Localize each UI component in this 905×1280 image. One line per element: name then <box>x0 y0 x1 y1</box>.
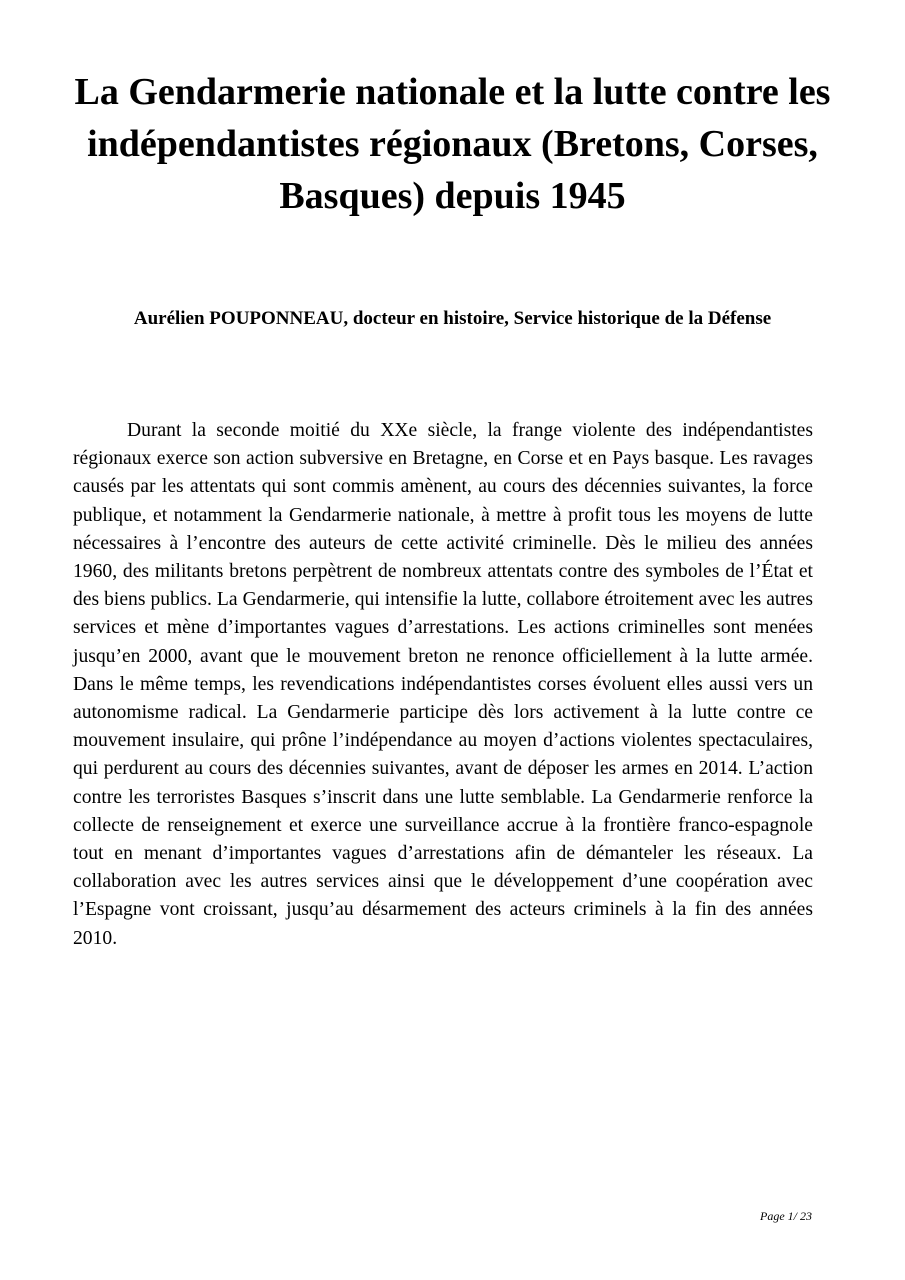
page-number: Page 1/ 23 <box>760 1209 812 1223</box>
abstract-paragraph: Durant la seconde moitié du XXe siècle, la frange violente des indépendantistes régionaux exerce son action subversive en Bretagne, en Corse et en Pays basque. Les ravages causés par les attentats qui sont commis amènent, au cours des décennies suivantes, la force publique, et notamment la Gendarmerie nationale, à mettre à profit tous les moyens de lutte nécessaires à l’encontre des auteurs de cette activité criminelle. Dès le milieu des années 1960, des militants bretons perpètrent de nombreux attentats contre des symboles de l’État et des biens publics. La Gendarmerie, qui intensifie la lutte, collabore étroitement avec les autres services et mène d’importantes vagues d’arrestations. Les actions criminelles sont menées jusqu’en 2000, avant que le mouvement breton ne renonce officiellement à la lutte armée. Dans le même temps, les revendications indépendantistes corses évoluent elles aussi vers un autonomisme radical. La Gendarmerie participe dès lors activement à la lutte contre ce mouvement insulaire, qui prône l’indépendance au moyen d’actions violentes spectaculaires, qui perdurent au cours des décennies suivantes, avant de déposer les armes en 2014. L’action contre les terroristes Basques s’inscrit dans une lutte semblable. La Gendarmerie renforce la collecte de renseignement et exerce une surveillance accrue à la frontière franco-espagnole tout en menant d’importantes vagues d’arrestations afin de démanteler les réseaux. La collaboration avec les autres services ainsi que le développement d’une coopération avec l’Espagne vont croissant, jusqu’au désarmement des acteurs criminels à la fin des années 2010. <box>73 420 813 949</box>
document-title: La Gendarmerie nationale et la lutte contre les indépendantistes régionaux (Bretons, Corses, Basques) depuis 1945 <box>74 71 831 217</box>
author-line: Aurélien POUPONNEAU, docteur en histoire, Service historique de la Défense <box>133 308 772 329</box>
